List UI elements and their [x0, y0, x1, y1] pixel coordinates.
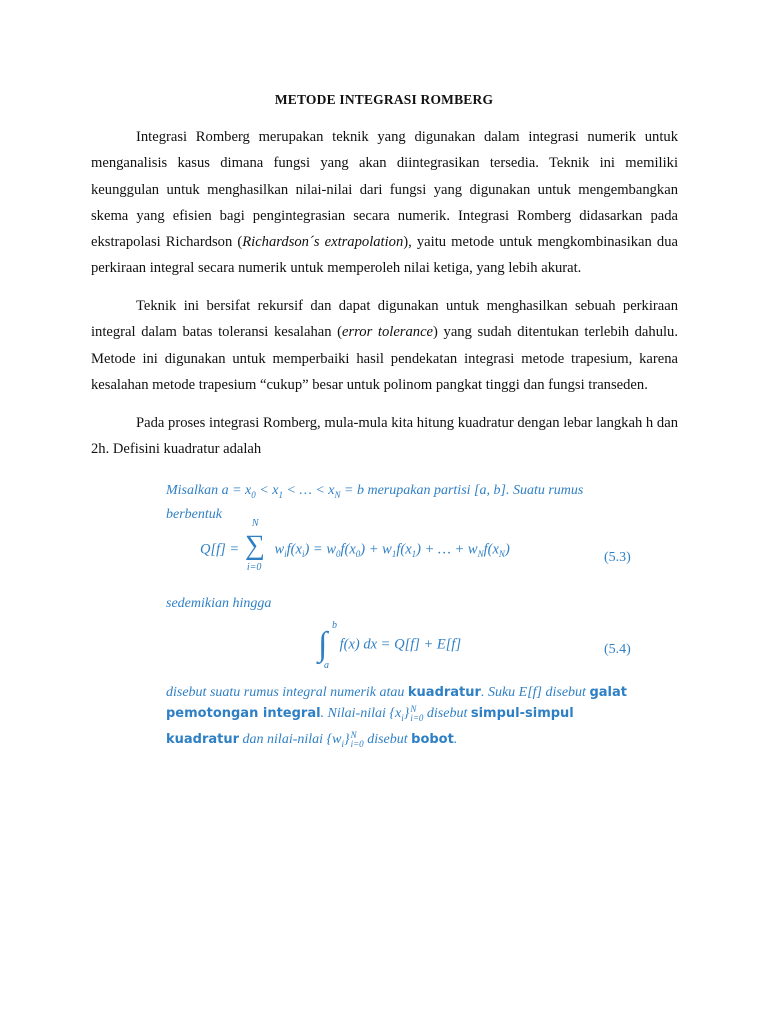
paragraph-1-text-a: Integrasi Romberg merupakan teknik yang digunakan dalam integrasi numerik untuk menganalisis kasus dimana fungsi yang akan diintegrasikan tersedia. Teknik ini memiliki keunggulan untuk menghasilkan nilai-nilai dari fungsi yang digunakan untuk mengembangkan skema yang efisien bagi pengintegrasian secara numerik. Integrasi Romberg didasarkan pada ekstrapolasi Richardson ( [91, 129, 678, 251]
excerpt-definition [166, 481, 636, 525]
paragraph-3-text: Pada proses integrasi Romberg, mula-mula kita hitung kuadratur dengan lebar langkah h dan 2h. Defisini kuadratur adalah [91, 415, 678, 458]
term-galat: galat pemotongan integral [166, 685, 627, 721]
summation-symbol: N ∑ i=0 [244, 518, 265, 573]
paragraph-2 [91, 293, 678, 398]
paragraph-1-text-b: ), yaitu metode untuk mengkombinasikan dua perkiraan integral secara numerik untuk memperoleh nilai ketiga, yang lebih akurat. [91, 234, 678, 277]
equation-label-5-3: (5.3) [604, 550, 631, 565]
excerpt-sedemikian: sedemikian hingga [166, 596, 272, 611]
error-term-math: E[f] [518, 685, 542, 700]
paragraph-1 [91, 124, 678, 282]
excerpt-text-rumus: . Suatu rumus berbentuk [166, 483, 584, 522]
partition-math: $a = x_0 < x_1$ < … < $x_N = b$ [221, 483, 364, 500]
term-bobot: bobot [411, 731, 454, 747]
excerpt-text-misalkan: Misalkan [166, 483, 222, 498]
paragraph-3 [91, 410, 678, 463]
weights-set-math: $\{w_i\}N$ i=0 [326, 729, 364, 749]
paragraph-1-italic: Richardson´s extrapolation [242, 234, 404, 251]
paragraph-2-italic: error tolerance [342, 324, 434, 341]
nodes-set-math: $\{x_i\}N$ i=0 [389, 703, 424, 723]
interval-math: [a, b] [474, 483, 506, 498]
equation-5-4: ∫ b a f(x) dx = Q[f] + E[f] [318, 620, 462, 671]
paragraph-2-text-a: Teknik ini bersifat rekursif dan dapat digunakan untuk menghasilkan sebuah perkiraan integral dalam batas toleransi kesalahan ( [91, 298, 678, 341]
equation-label-5-4: (5.4) [604, 642, 631, 657]
term-simpul: simpul-simpul kuadratur [166, 706, 574, 747]
term-kuadratur: kuadratur [407, 685, 481, 700]
paragraph-2-text-b: ) yang sudah ditentukan terlebih dahulu. Metode ini digunakan untuk memperbaiki hasil pendekatan integrasi metode trapesium, karena kesalahan metode trapesium “cukup” besar untuk polinom pangkat tinggi dan fungsi transeden. [91, 324, 678, 393]
integral-symbol: ∫ b a [318, 620, 337, 671]
document-title: METODE INTEGRASI ROMBERG [274, 92, 494, 107]
excerpt-text-partisi: merupakan partisi [363, 483, 475, 498]
equation-5-3: Q[f] = N ∑ i=0 $w_if(x_i) = w_0f(x_0) + w_1f(x_1)$ + … + $w_Nf(x_N)$ [200, 518, 510, 573]
excerpt-terms: disebut suatu rumus integral numerik atau kuadratur. Suku E[f] disebut galat pemotongan integral. Nilai-nilai $\{x_i\}N$ i=0 disebut simpul-simpul kuadratur dan nilai-nilai $\{w_i\}N$ i=0 disebut bobot. [166, 685, 627, 749]
